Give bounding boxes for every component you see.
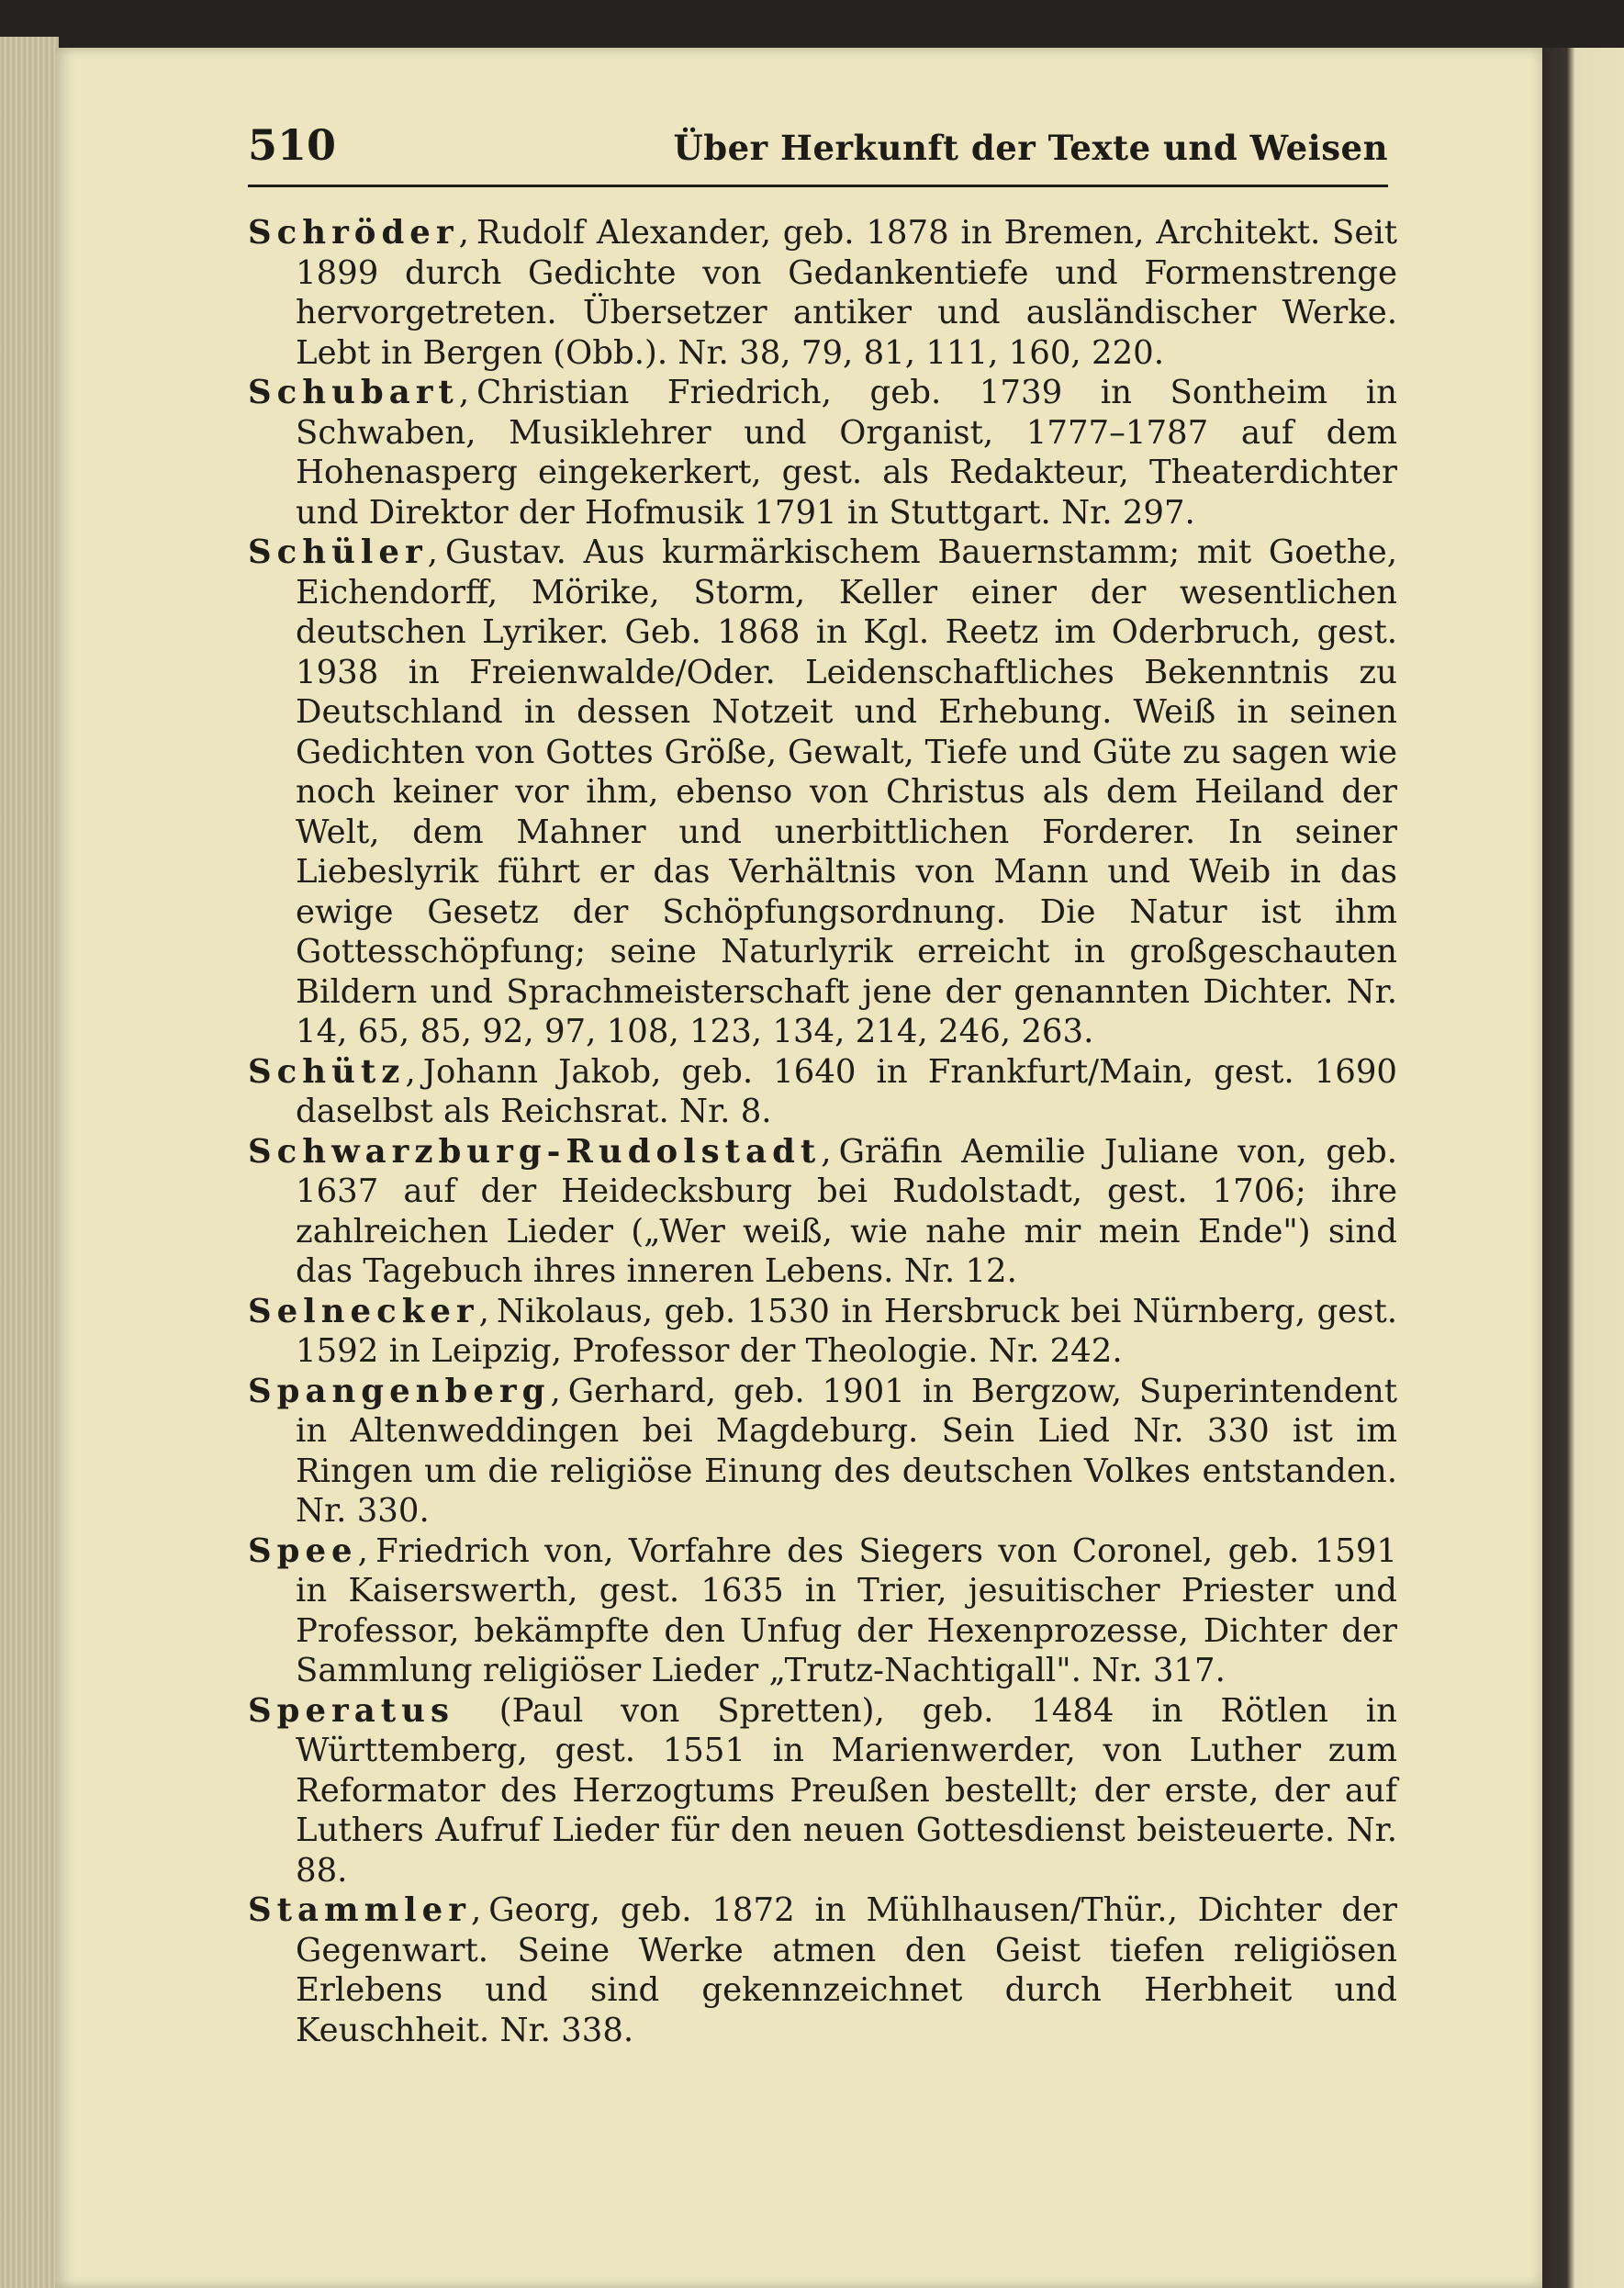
entry-name: Schwarzburg-Rudolstadt xyxy=(248,1132,822,1171)
entry-selnecker: Selnecker, Nikolaus, geb. 1530 in Hersbruck bei Nürnberg, gest. 1592 in Leipzig, Professor der Theologie. Nr. 242. xyxy=(248,1292,1397,1370)
entry-name: Schubart xyxy=(248,374,459,411)
entry-name: Schütz xyxy=(248,1052,406,1091)
entry-stammler: Stammler, Georg, geb. 1872 in Mühlhausen/Thür., Dichter der Gegenwart. Seine Werke atmen den Geist tiefen religiösen Erlebens und sind gekennzeichnet durch Herbheit und Keuschheit. Nr. 338. xyxy=(248,1891,1397,2049)
page-header xyxy=(248,115,1388,187)
entry-text: Gerhard, geb. 1901 in Bergzow, Superintendent in Altenweddingen bei Magdeburg. Sein Lied Nr. 330 ist im Ringen um die religiöse Einung des deutschen Volkes entstanden. Nr. 330. xyxy=(296,1372,1397,1530)
entry-text: Georg, geb. 1872 in Mühlhausen/Thür., Dichter der Gegenwart. Seine Werke atmen den Geist tiefen religiösen Erlebens und sind gekennzeichnet durch Herbheit und Keuschheit. Nr. 338. xyxy=(296,1891,1397,2049)
entry-text: Nikolaus, geb. 1530 in Hersbruck bei Nürnberg, gest. 1592 in Leipzig, Professor der Theologie. Nr. 242. xyxy=(296,1292,1397,1370)
running-head: Über Herkunft der Texte und Weisen xyxy=(673,128,1388,168)
entry-text: Christian Friedrich, geb. 1739 in Sontheim in Schwaben, Musiklehrer und Organist, 1777–1787 auf dem Hohenasperg eingekerkert, gest. als Redakteur, Theaterdichter und Direktor der Hofmusik 1791 in Stuttgart. Nr. 297. xyxy=(296,374,1397,532)
entry-text: Gustav. Aus kurmärkischem Bauernstamm; mit Goethe, Eichendorff, Mörike, Storm, Keller einer der wesentlichen deutschen Lyriker. Geb. 1868 in Kgl. Reetz im Oderbruch, gest. 1938 in Freienwalde/Oder. Leidenschaftliches Bekenntnis zu Deutschland in dessen Notzeit und Erhebung. Weiß in seinen Gedichten von Gottes Größe, Gewalt, Tiefe und Güte zu sagen wie noch keiner vor ihm, ebenso von Christus als dem Heiland der Welt, dem Mahner und unerbittlichen Forderer. In seiner Liebeslyrik führt er das Verhältnis von Mann und Weib in das ewige Gesetz der Schöpfungsordnung. Die Natur ist ihm Gottesschöpfung; seine Naturlyrik erreicht in großgeschauten Bildern und Sprachmeisterschaft jene der genannten Dichter. Nr. 14, 65, 85, 92, 97, 108, 123, 134, 214, 246, 263. xyxy=(296,533,1397,1050)
entry-schuetz: Schütz, Johann Jakob, geb. 1640 in Frankfurt/Main, gest. 1690 daselbst als Reichsrat. Nr. 8. xyxy=(248,1052,1397,1130)
entry-spee: Spee, Friedrich von, Vorfahre des Siegers von Coronel, geb. 1591 in Kaiserswerth, gest. 1635 in Trier, jesuitischer Priester und Professor, bekämpfte den Unfug der Hexenprozesse, Dichter der Sammlung religiöser Lieder „Trutz-Nachtigall". Nr. 317. xyxy=(248,1531,1397,1689)
entry-name: Schröder xyxy=(248,214,459,252)
entry-list xyxy=(248,213,1397,2050)
entry-schueler: Schüler, Gustav. Aus kurmärkischem Bauernstamm; mit Goethe, Eichendorff, Mörike, Storm, Keller einer der wesentlichen deutschen Lyriker. Geb. 1868 in Kgl. Reetz im Oderbruch, gest. 1938 in Freienwalde/Oder. Leidenschaftliches Bekenntnis zu Deutschland in dessen Notzeit und Erhebung. Weiß in seinen Gedichten von Gottes Größe, Gewalt, Tiefe und Güte zu sagen wie noch keiner vor ihm, ebenso von Christus als dem Heiland der Welt, dem Mahner und unerbittlichen Forderer. In seiner Liebeslyrik führt er das Verhältnis von Mann und Weib in das ewige Gesetz der Schöpfungsordnung. Die Natur ist ihm Gottesschöpfung; seine Naturlyrik erreicht in großgeschauten Bildern und Sprachmeisterschaft jene der genannten Dichter. Nr. 14, 65, 85, 92, 97, 108, 123, 134, 214, 246, 263. xyxy=(248,533,1397,1050)
entry-text: Rudolf Alexander, geb. 1878 in Bremen, Architekt. Seit 1899 durch Gedichte von Gedankentiefe und Formenstrenge hervorgetreten. Übersetzer antiker und ausländischer Werke. Lebt in Bergen (Obb.). Nr. 38, 79, 81, 111, 160, 220. xyxy=(296,214,1397,372)
entry-name: Speratus xyxy=(248,1691,454,1730)
entry-spangenberg: Spangenberg, Gerhard, geb. 1901 in Bergzow, Superintendent in Altenweddingen bei Magdeburg. Sein Lied Nr. 330 ist im Ringen um die religiöse Einung des deutschen Volkes entstanden. Nr. 330. xyxy=(248,1372,1397,1530)
entry-speratus xyxy=(248,1691,1397,1891)
entry-schwarzburg: Schwarzburg-Rudolstadt, Gräfin Aemilie Juliane von, geb. 1637 auf der Heidecksburg bei Rudolstadt, gest. 1706; ihre zahlreichen Lieder („Wer weiß, wie nahe mir mein Ende") sind das Tagebuch ihres inneren Lebens. Nr. 12. xyxy=(248,1132,1397,1290)
entry-schubart: Schubart, Christian Friedrich, geb. 1739 in Sontheim in Schwaben, Musiklehrer und Organist, 1777–1787 auf dem Hohenasperg eingekerkert, gest. als Redakteur, Theaterdichter und Direktor der Hofmusik 1791 in Stuttgart. Nr. 297. xyxy=(248,374,1397,532)
entry-text: Gräfin Aemilie Juliane von, geb. 1637 auf der Heidecksburg bei Rudolstadt, gest. 1706; ihre zahlreichen Lieder („Wer weiß, wie nahe mir mein Ende") sind das Tagebuch ihres inneren Lebens. Nr. 12. xyxy=(296,1132,1397,1290)
entry-name: Selnecker xyxy=(248,1292,479,1330)
book-page-edges xyxy=(0,37,59,2288)
entry-name: Schüler xyxy=(248,533,428,571)
entry-text: Johann Jakob, geb. 1640 in Frankfurt/Main, gest. 1690 daselbst als Reichsrat. Nr. 8. xyxy=(296,1052,1397,1130)
entry-name: Spee xyxy=(248,1531,358,1570)
entry-name: Spangenberg xyxy=(248,1372,551,1410)
book-gutter xyxy=(1542,48,1624,2288)
entry-schroeder: Schröder, Rudolf Alexander, geb. 1878 in Bremen, Architekt. Seit 1899 durch Gedichte von Gedankentiefe und Formenstrenge hervorgetreten. Übersetzer antiker und ausländischer Werke. Lebt in Bergen (Obb.). Nr. 38, 79, 81, 111, 160, 220. xyxy=(248,214,1397,372)
entry-name: Stammler xyxy=(248,1891,471,1929)
entry-text: Friedrich von, Vorfahre des Siegers von Coronel, geb. 1591 in Kaiserswerth, gest. 1635 in Trier, jesuitischer Priester und Professor, bekämpfte den Unfug der Hexenprozesse, Dichter der Sammlung religiöser Lieder „Trutz-Nachtigall". Nr. 317. xyxy=(296,1531,1397,1689)
page-number: 510 xyxy=(248,120,337,170)
entry-text: (Paul von Spretten), geb. 1484 in Rötlen in Württemberg, gest. 1551 in Marienwerder, von Luther zum Reformator des Herzogtums Preußen bestellt; der erste, der auf Luthers Aufruf Lieder für den neuen Gottesdienst beisteuerte. Nr. 88. xyxy=(296,1691,1397,1890)
